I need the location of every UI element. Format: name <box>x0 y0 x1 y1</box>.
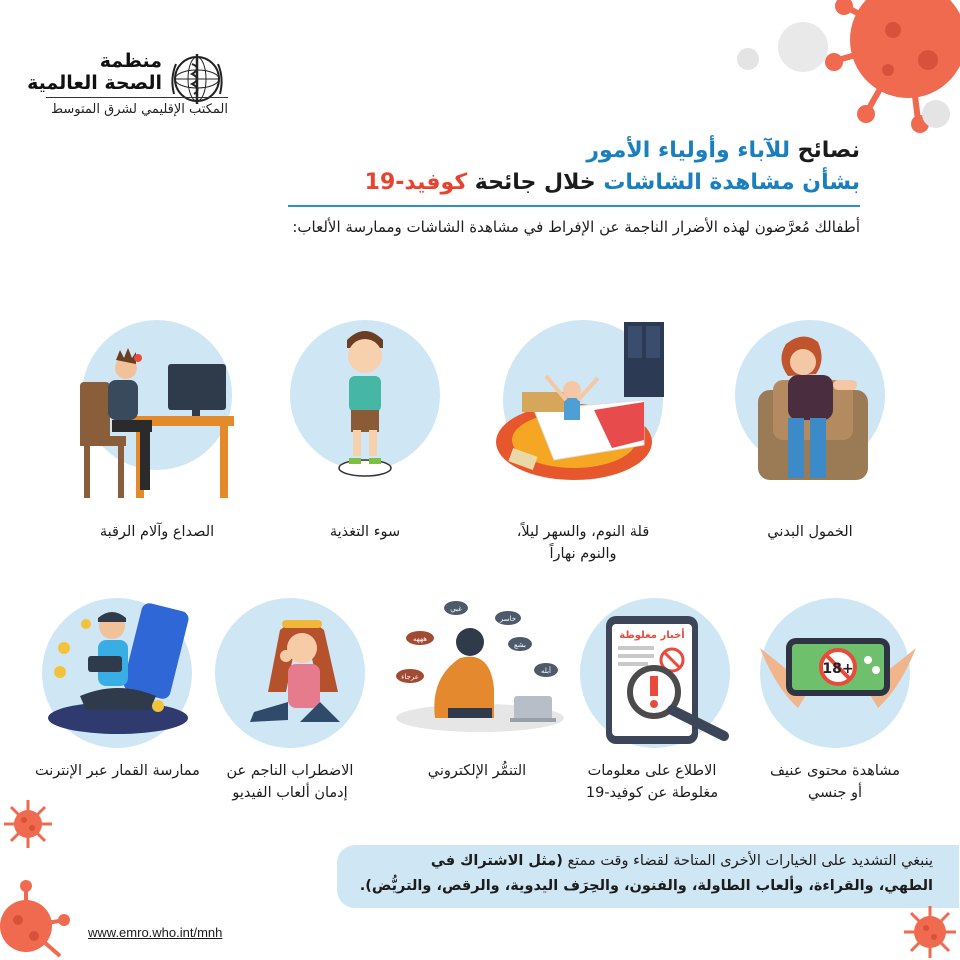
subtitle: أطفالك مُعرَّضون لهذه الأضرار الناجمة عن الإفراط في مشاهدة الشاشات وممارسة الألعاب: <box>292 218 860 236</box>
gaming-disorder-illustration <box>240 612 360 737</box>
violent-label-line1: مشاهدة محتوى عنيف <box>770 763 900 779</box>
logo-divider <box>46 97 228 98</box>
violent-content-label <box>755 760 915 804</box>
violent-content-illustration <box>758 628 918 723</box>
website-link[interactable]: www.emro.who.int/mnh <box>88 925 223 940</box>
title-covid: كوفيد-19 <box>364 170 468 195</box>
grey-bubble-small <box>737 48 759 70</box>
bully-word-6: عرجاء <box>401 673 419 681</box>
footer-line1-normal: ينبغي التشديد على الخيارات الأخرى المتاحة لقضاء وقت ممتع <box>562 853 933 869</box>
who-org-name <box>27 50 162 94</box>
who-region-name: المكتب الإقليمي لشرق المتوسط <box>51 102 228 117</box>
footer-line1-bold: (مثل الاشتراك في <box>430 853 563 869</box>
title-during: خلال جائحة <box>467 170 596 195</box>
inactivity-illustration <box>748 330 878 490</box>
gaming-disorder-label <box>210 760 370 804</box>
footer-line2: الطهي، والقراءة، وألعاب الطاولة، والفنون، والحِرَف اليدوية، والرقص، والتريُّض). <box>359 878 933 894</box>
misinfo-label-line1: الاطلاع على معلومات <box>587 763 717 779</box>
title-divider <box>288 205 860 207</box>
gaming-label-line1: الاضطراب الناجم عن <box>226 763 354 779</box>
nutrition-illustration <box>325 322 405 482</box>
misinformation-label <box>572 760 732 804</box>
gambling-illustration <box>40 600 195 740</box>
title-parents: للآباء وأولياء الأمور <box>586 138 791 163</box>
nutrition-label: سوء التغذية <box>329 524 401 540</box>
grey-bubble-large <box>778 22 828 72</box>
sleep-label-line1: قلة النوم، والسهر ليلاً، <box>516 524 650 540</box>
bully-word-1: غبي <box>450 605 462 613</box>
age-badge: 18+ <box>822 661 854 677</box>
who-logo <box>27 44 240 134</box>
bully-word-3: بشع <box>514 641 526 649</box>
inactivity-label: الخمول البدني <box>767 524 853 540</box>
footer-advice-box <box>337 845 959 908</box>
headache-label: الصداع وآلام الرقبة <box>99 524 215 540</box>
footer-line1 <box>431 853 933 869</box>
sleep-label-line2: والنوم نهاراً <box>549 546 617 562</box>
cyberbullying-label: التنمُّر الإلكتروني <box>427 763 527 779</box>
bully-word-4: أبله <box>541 667 551 675</box>
sleep-label <box>503 521 663 565</box>
misinfo-label-line2: مغلوطة عن كوفيد-19 <box>585 785 719 801</box>
page-title-line2 <box>365 170 860 195</box>
bully-word-5: هههه <box>413 635 427 643</box>
virus-decoration-left <box>2 798 54 850</box>
org-name-line2: الصحة العالمية <box>27 72 162 94</box>
misinformation-illustration <box>598 610 738 750</box>
gaming-label-line2: إدمان ألعاب الفيديو <box>232 785 348 801</box>
page-title-line1 <box>586 138 860 163</box>
who-emblem-icon <box>166 48 228 110</box>
title-screens: بشأن مشاهدة الشاشات <box>595 170 860 195</box>
gambling-label: ممارسة القمار عبر الإنترنت <box>35 763 200 779</box>
cyberbullying-illustration <box>390 598 570 738</box>
grey-bubble-right <box>922 100 950 128</box>
title-advice: نصائح <box>790 138 860 163</box>
violent-label-line2: أو جنسي <box>808 785 862 801</box>
virus-decoration-bottom-right <box>902 904 958 960</box>
fake-news-heading: أخبار مغلوطة <box>619 630 685 641</box>
headache-illustration <box>76 340 236 500</box>
bully-word-2: خاسر <box>499 615 517 623</box>
virus-decoration-bottom-left <box>0 880 72 960</box>
org-name-line1: منظمة <box>99 50 162 72</box>
sleep-illustration <box>494 320 674 485</box>
